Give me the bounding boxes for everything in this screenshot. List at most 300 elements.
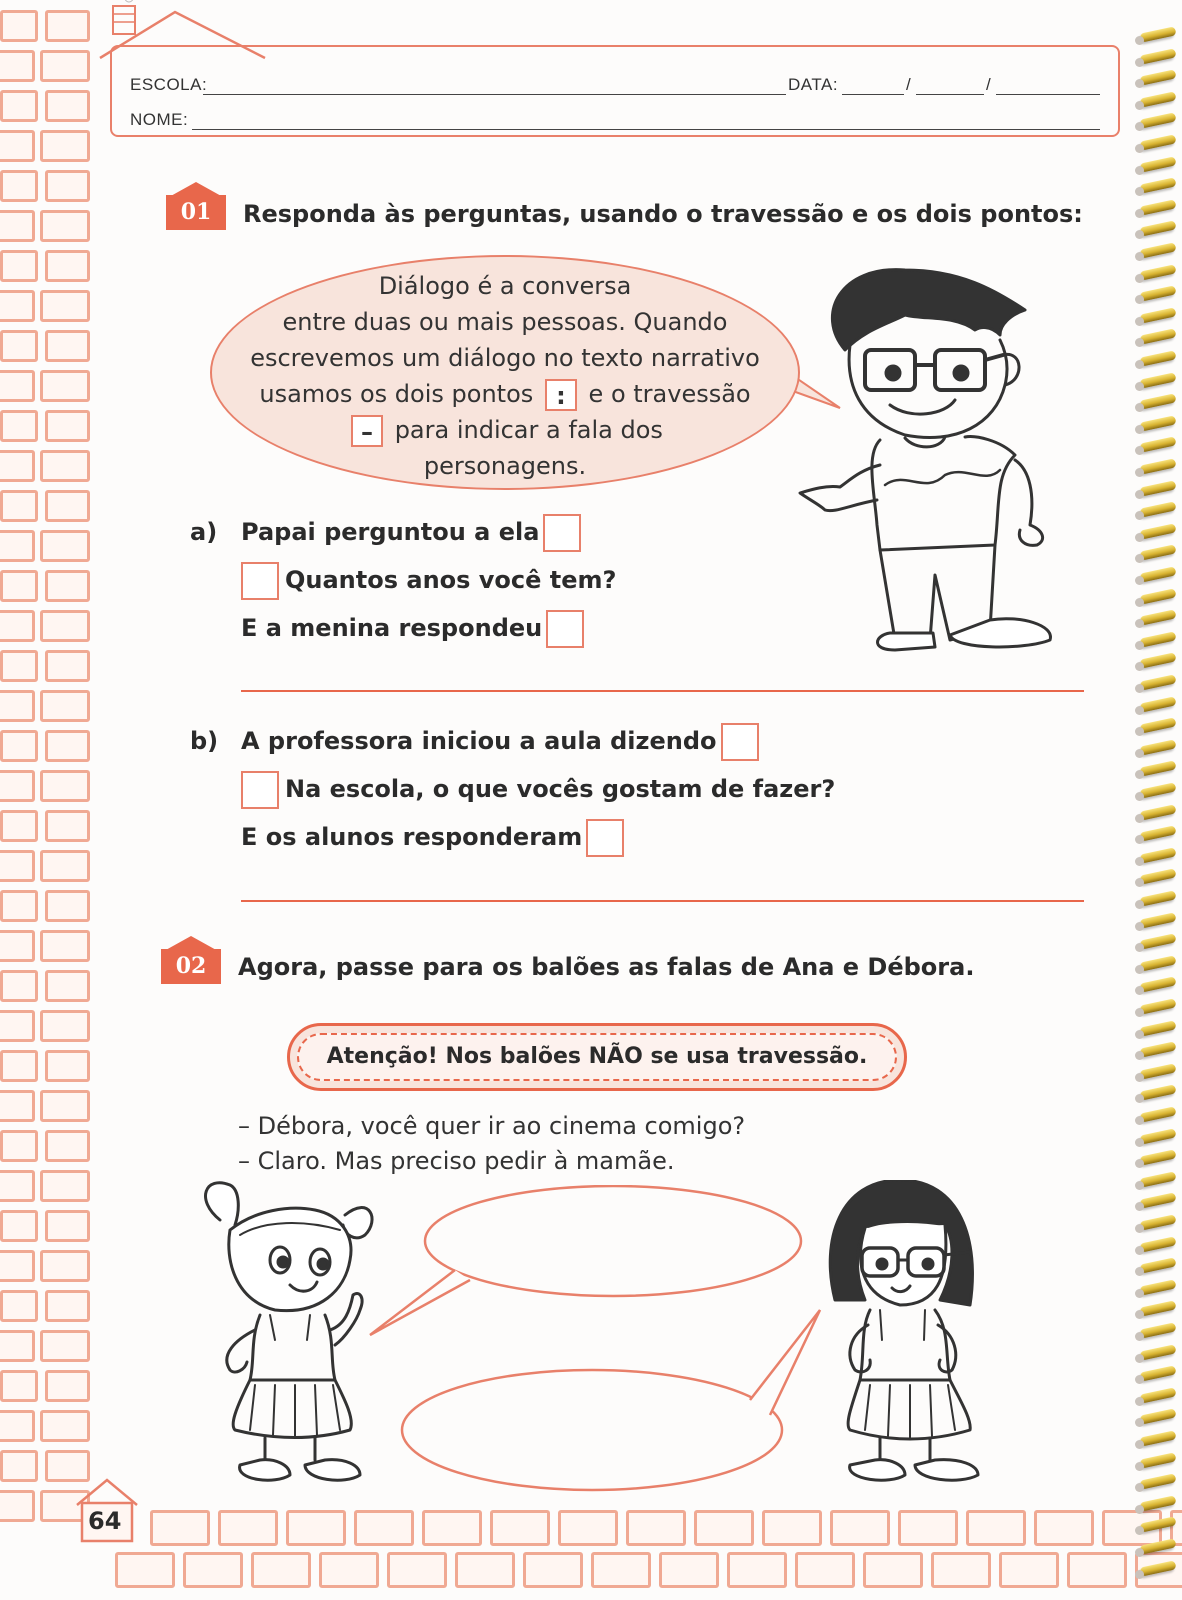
brick	[0, 330, 38, 362]
brick	[40, 1170, 90, 1202]
brick	[0, 570, 38, 602]
brick	[0, 650, 38, 682]
spiral-coil	[1139, 890, 1176, 906]
spiral-coil	[1139, 588, 1176, 604]
binding-hole	[1135, 274, 1144, 283]
brick	[0, 210, 35, 242]
brick	[45, 1050, 90, 1082]
spiral-coil	[1139, 1366, 1176, 1382]
brick	[45, 650, 90, 682]
spiral-coil	[1139, 415, 1176, 431]
brick	[830, 1510, 890, 1546]
binding-hole	[1135, 1094, 1144, 1103]
nome-label: NOME:	[130, 110, 189, 129]
brick	[45, 90, 90, 122]
binding-hole	[1135, 1267, 1144, 1276]
brick	[45, 330, 90, 362]
brick	[0, 1050, 38, 1082]
binding-hole	[1135, 835, 1144, 844]
brick	[0, 610, 35, 642]
brick	[591, 1552, 651, 1588]
item-b-line-1: A professora iniciou a aula dizendo	[241, 723, 759, 761]
spiral-coil	[1139, 1322, 1176, 1338]
spiral-coil	[1139, 480, 1176, 496]
spiral-coil	[1139, 1301, 1176, 1317]
date-year-field[interactable]	[996, 94, 1100, 95]
binding-hole	[1135, 770, 1144, 779]
brick	[40, 210, 90, 242]
binding-hole	[1135, 1051, 1144, 1060]
binding-hole	[1135, 727, 1144, 736]
exercise-1-number: 01	[166, 195, 226, 230]
binding-hole	[1135, 1332, 1144, 1341]
binding-hole	[1135, 79, 1144, 88]
bubble-line-4a: usamos os dois pontos	[259, 380, 534, 408]
spiral-coil	[1139, 1474, 1176, 1490]
binding-hole	[1135, 252, 1144, 261]
brick	[45, 1130, 90, 1162]
brick	[422, 1510, 482, 1546]
brick	[0, 90, 38, 122]
spiral-coil	[1139, 1106, 1176, 1122]
brick-border-bottom	[0, 1510, 1182, 1600]
brick	[40, 530, 90, 562]
item-b-box-2[interactable]	[241, 771, 279, 809]
binding-hole	[1135, 1246, 1144, 1255]
spiral-coil	[1139, 372, 1176, 388]
item-b-box-3[interactable]	[586, 819, 624, 857]
exercise-2-badge	[161, 936, 221, 984]
brick	[1034, 1510, 1094, 1546]
binding-hole	[1135, 1548, 1144, 1557]
binding-hole	[1135, 1310, 1144, 1319]
bubble-line-5: – para indicar a fala dos	[210, 412, 800, 448]
brick	[0, 1370, 38, 1402]
binding-hole	[1135, 1483, 1144, 1492]
binding-hole	[1135, 749, 1144, 758]
brick	[218, 1510, 278, 1546]
binding-hole	[1135, 641, 1144, 650]
brick	[762, 1510, 822, 1546]
brick	[966, 1510, 1026, 1546]
escola-label: ESCOLA:	[130, 75, 208, 94]
binding-hole	[1135, 187, 1144, 196]
brick-border-left	[0, 0, 100, 1600]
brick	[40, 130, 90, 162]
binding-hole	[1135, 554, 1144, 563]
brick	[45, 1290, 90, 1322]
boy-illustration	[785, 255, 1070, 665]
colon-box: :	[545, 379, 577, 411]
item-b-label: b)	[190, 727, 219, 755]
binding-hole	[1135, 619, 1144, 628]
item-a-box-1[interactable]	[543, 514, 581, 552]
spiral-coil	[1139, 523, 1176, 539]
brick	[0, 1330, 35, 1362]
brick	[40, 1010, 90, 1042]
item-a-line-2: Quantos anos você tem?	[241, 562, 616, 600]
brick	[319, 1552, 379, 1588]
brick	[45, 250, 90, 282]
spiral-coil	[1139, 1150, 1176, 1166]
brick	[40, 290, 90, 322]
brick	[115, 1552, 175, 1588]
binding-hole	[1135, 1116, 1144, 1125]
brick	[0, 1450, 38, 1482]
spiral-coil	[1139, 1344, 1176, 1360]
spiral-coil	[1139, 286, 1176, 302]
brick	[40, 450, 90, 482]
dialogue-line-1: – Débora, você quer ir ao cinema comigo?	[238, 1112, 746, 1140]
binding-hole	[1135, 878, 1144, 887]
binding-hole	[1135, 857, 1144, 866]
binding-hole	[1135, 425, 1144, 434]
brick	[354, 1510, 414, 1546]
debora-illustration	[820, 1180, 990, 1510]
date-day-field[interactable]	[842, 94, 904, 95]
binding-hole	[1135, 101, 1144, 110]
empty-balloons	[360, 1185, 830, 1515]
spiral-coil	[1139, 1279, 1176, 1295]
brick	[0, 410, 38, 442]
spiral-coil	[1139, 1495, 1176, 1511]
spiral-coil	[1139, 1193, 1176, 1209]
brick	[0, 530, 35, 562]
brick	[0, 890, 38, 922]
date-separator-1: /	[906, 75, 912, 94]
brick	[0, 1130, 38, 1162]
brick	[0, 290, 35, 322]
binding-hole	[1135, 209, 1144, 218]
spiral-binding	[1132, 30, 1182, 1590]
brick	[863, 1552, 923, 1588]
brick	[0, 370, 35, 402]
binding-hole	[1135, 598, 1144, 607]
brick	[45, 810, 90, 842]
brick	[251, 1552, 311, 1588]
spiral-coil	[1139, 264, 1176, 280]
brick	[40, 850, 90, 882]
binding-hole	[1135, 706, 1144, 715]
spiral-coil	[1139, 782, 1176, 798]
attention-text: Atenção! Nos balões NÃO se usa travessão.	[297, 1033, 897, 1081]
brick	[45, 1210, 90, 1242]
spiral-coil	[1139, 610, 1176, 626]
binding-hole	[1135, 230, 1144, 239]
brick	[286, 1510, 346, 1546]
brick	[0, 1410, 35, 1442]
brick	[0, 1010, 35, 1042]
spiral-coil	[1139, 566, 1176, 582]
brick	[659, 1552, 719, 1588]
spiral-coil	[1139, 91, 1176, 107]
brick	[0, 1210, 38, 1242]
page-number: 64	[88, 1507, 122, 1535]
brick	[0, 250, 38, 282]
binding-hole	[1135, 965, 1144, 974]
item-a-box-3[interactable]	[546, 610, 584, 648]
spiral-coil	[1139, 1258, 1176, 1274]
brick	[40, 610, 90, 642]
binding-hole	[1135, 317, 1144, 326]
dialogue-line-2: – Claro. Mas preciso pedir à mamãe.	[238, 1147, 675, 1175]
brick	[898, 1510, 958, 1546]
brick	[490, 1510, 550, 1546]
brick	[45, 490, 90, 522]
brick	[0, 850, 35, 882]
spiral-coil	[1139, 718, 1176, 734]
attention-banner	[287, 1023, 907, 1091]
item-a-box-2[interactable]	[241, 562, 279, 600]
spiral-coil	[1139, 199, 1176, 215]
dash-box: –	[351, 415, 383, 447]
binding-hole	[1135, 490, 1144, 499]
spiral-coil	[1139, 113, 1176, 129]
binding-hole	[1135, 1159, 1144, 1168]
spiral-coil	[1139, 739, 1176, 755]
data-label: DATA:	[788, 75, 839, 94]
binding-hole	[1135, 403, 1144, 412]
brick	[0, 770, 35, 802]
binding-hole	[1135, 360, 1144, 369]
brick	[0, 490, 38, 522]
bubble-line-4b: e o travessão	[588, 380, 751, 408]
spiral-coil	[1139, 70, 1176, 86]
bubble-line-4	[210, 376, 800, 412]
binding-hole	[1135, 1397, 1144, 1406]
binding-hole	[1135, 943, 1144, 952]
bubble-line-3: escrevemos um diálogo no texto narrativo	[250, 344, 760, 372]
spiral-coil	[1139, 134, 1176, 150]
brick	[45, 970, 90, 1002]
brick	[0, 1290, 38, 1322]
date-month-field[interactable]	[916, 94, 984, 95]
spiral-coil	[1139, 1214, 1176, 1230]
spiral-coil	[1139, 998, 1176, 1014]
binding-hole	[1135, 1375, 1144, 1384]
spiral-coil	[1139, 631, 1176, 647]
spiral-coil	[1139, 437, 1176, 453]
brick	[387, 1552, 447, 1588]
brick	[45, 170, 90, 202]
brick	[183, 1552, 243, 1588]
spiral-coil	[1139, 1085, 1176, 1101]
spiral-coil	[1139, 26, 1176, 42]
item-b-answer-line[interactable]	[241, 900, 1084, 902]
binding-hole	[1135, 792, 1144, 801]
spiral-coil	[1139, 156, 1176, 172]
brick	[40, 1410, 90, 1442]
spiral-coil	[1139, 696, 1176, 712]
spiral-coil	[1139, 307, 1176, 323]
brick	[45, 570, 90, 602]
spiral-coil	[1139, 545, 1176, 561]
binding-hole	[1135, 511, 1144, 520]
exercise-2-instruction: Agora, passe para os balões as falas de Ana e Débora.	[238, 953, 975, 981]
spiral-coil	[1139, 1236, 1176, 1252]
spiral-coil	[1139, 350, 1176, 366]
item-b-line-2: Na escola, o que vocês gostam de fazer?	[241, 771, 835, 809]
balloon-debora[interactable]	[402, 1370, 782, 1490]
spiral-coil	[1139, 955, 1176, 971]
binding-hole	[1135, 1181, 1144, 1190]
binding-hole	[1135, 468, 1144, 477]
brick	[45, 10, 90, 42]
spiral-coil	[1139, 912, 1176, 928]
brick	[0, 170, 38, 202]
binding-hole	[1135, 1462, 1144, 1471]
spiral-coil	[1139, 1409, 1176, 1425]
spiral-coil	[1139, 394, 1176, 410]
spiral-coil	[1139, 458, 1176, 474]
spiral-coil	[1139, 1042, 1176, 1058]
brick	[0, 1090, 35, 1122]
spiral-coil	[1139, 804, 1176, 820]
brick	[0, 50, 35, 82]
brick	[0, 1250, 35, 1282]
bubble-line-1: Diálogo é a conversa	[378, 272, 632, 300]
spiral-coil	[1139, 1020, 1176, 1036]
binding-hole	[1135, 900, 1144, 909]
binding-hole	[1135, 814, 1144, 823]
brick	[727, 1552, 787, 1588]
binding-hole	[1135, 1526, 1144, 1535]
binding-hole	[1135, 1202, 1144, 1211]
spiral-coil	[1139, 826, 1176, 842]
binding-hole	[1135, 36, 1144, 45]
binding-hole	[1135, 1505, 1144, 1514]
binding-hole	[1135, 122, 1144, 131]
binding-hole	[1135, 684, 1144, 693]
spiral-coil	[1139, 674, 1176, 690]
binding-hole	[1135, 662, 1144, 671]
binding-hole	[1135, 382, 1144, 391]
binding-hole	[1135, 576, 1144, 585]
binding-hole	[1135, 1354, 1144, 1363]
ana-illustration	[195, 1180, 385, 1510]
brick	[626, 1510, 686, 1546]
binding-hole	[1135, 1030, 1144, 1039]
brick	[0, 130, 35, 162]
binding-hole	[1135, 144, 1144, 153]
spiral-coil	[1139, 178, 1176, 194]
brick	[0, 930, 35, 962]
spiral-coil	[1139, 242, 1176, 258]
spiral-coil	[1139, 934, 1176, 950]
binding-hole	[1135, 1418, 1144, 1427]
escola-field[interactable]	[203, 94, 786, 95]
brick	[45, 410, 90, 442]
binding-hole	[1135, 1289, 1144, 1298]
brick	[523, 1552, 583, 1588]
binding-hole	[1135, 1138, 1144, 1147]
brick	[1067, 1552, 1127, 1588]
spiral-coil	[1139, 1538, 1176, 1554]
header-box	[110, 45, 1120, 137]
brick	[45, 730, 90, 762]
item-a-label: a)	[190, 518, 218, 546]
brick	[0, 10, 38, 42]
date-separator-2: /	[986, 75, 992, 94]
brick	[40, 1090, 90, 1122]
binding-hole	[1135, 166, 1144, 175]
binding-hole	[1135, 338, 1144, 347]
binding-hole	[1135, 295, 1144, 304]
binding-hole	[1135, 986, 1144, 995]
exercise-1-badge	[166, 182, 226, 230]
brick	[40, 370, 90, 402]
nome-field[interactable]	[192, 129, 1100, 130]
brick	[150, 1510, 210, 1546]
exercise-2-number: 02	[161, 949, 221, 984]
spiral-coil	[1139, 329, 1176, 345]
brick	[558, 1510, 618, 1546]
item-b-box-1[interactable]	[721, 723, 759, 761]
brick	[40, 1250, 90, 1282]
spiral-coil	[1139, 761, 1176, 777]
spiral-coil	[1139, 48, 1176, 64]
binding-hole	[1135, 1440, 1144, 1449]
brick	[45, 1370, 90, 1402]
binding-hole	[1135, 446, 1144, 455]
brick	[694, 1510, 754, 1546]
exercise-1-instruction: Responda às perguntas, usando o travessão e os dois pontos:	[243, 200, 1083, 228]
item-b-line-3: E os alunos responderam	[241, 819, 624, 857]
brick	[0, 970, 38, 1002]
brick	[0, 810, 38, 842]
binding-hole	[1135, 1008, 1144, 1017]
spiral-coil	[1139, 1517, 1176, 1533]
brick	[931, 1552, 991, 1588]
definition-text	[210, 268, 800, 484]
spiral-coil	[1139, 1560, 1176, 1576]
bubble-line-6: personagens.	[423, 452, 587, 480]
brick	[40, 770, 90, 802]
spiral-coil	[1139, 847, 1176, 863]
brick	[0, 450, 35, 482]
brick	[455, 1552, 515, 1588]
spiral-coil	[1139, 502, 1176, 518]
spiral-coil	[1139, 221, 1176, 237]
binding-hole	[1135, 922, 1144, 931]
spiral-coil	[1139, 1452, 1176, 1468]
brick	[40, 1330, 90, 1362]
spiral-coil	[1139, 977, 1176, 993]
item-a-answer-line[interactable]	[241, 690, 1084, 692]
brick	[0, 690, 35, 722]
spiral-coil	[1139, 1430, 1176, 1446]
bubble-line-2: entre duas ou mais pessoas. Quando	[282, 308, 728, 336]
binding-hole	[1135, 1224, 1144, 1233]
binding-hole	[1135, 1073, 1144, 1082]
brick	[999, 1552, 1059, 1588]
item-a-line-3: E a menina respondeu	[241, 610, 584, 648]
spiral-coil	[1139, 1128, 1176, 1144]
item-a-line-1: Papai perguntou a ela	[241, 514, 581, 552]
balloon-ana[interactable]	[425, 1186, 801, 1296]
brick	[40, 930, 90, 962]
brick	[40, 690, 90, 722]
spiral-coil	[1139, 1171, 1176, 1187]
spiral-coil	[1139, 653, 1176, 669]
brick	[40, 50, 90, 82]
spiral-coil	[1139, 1387, 1176, 1403]
binding-hole	[1135, 533, 1144, 542]
spiral-coil	[1139, 1063, 1176, 1079]
brick	[0, 730, 38, 762]
brick	[45, 890, 90, 922]
binding-hole	[1135, 1570, 1144, 1579]
